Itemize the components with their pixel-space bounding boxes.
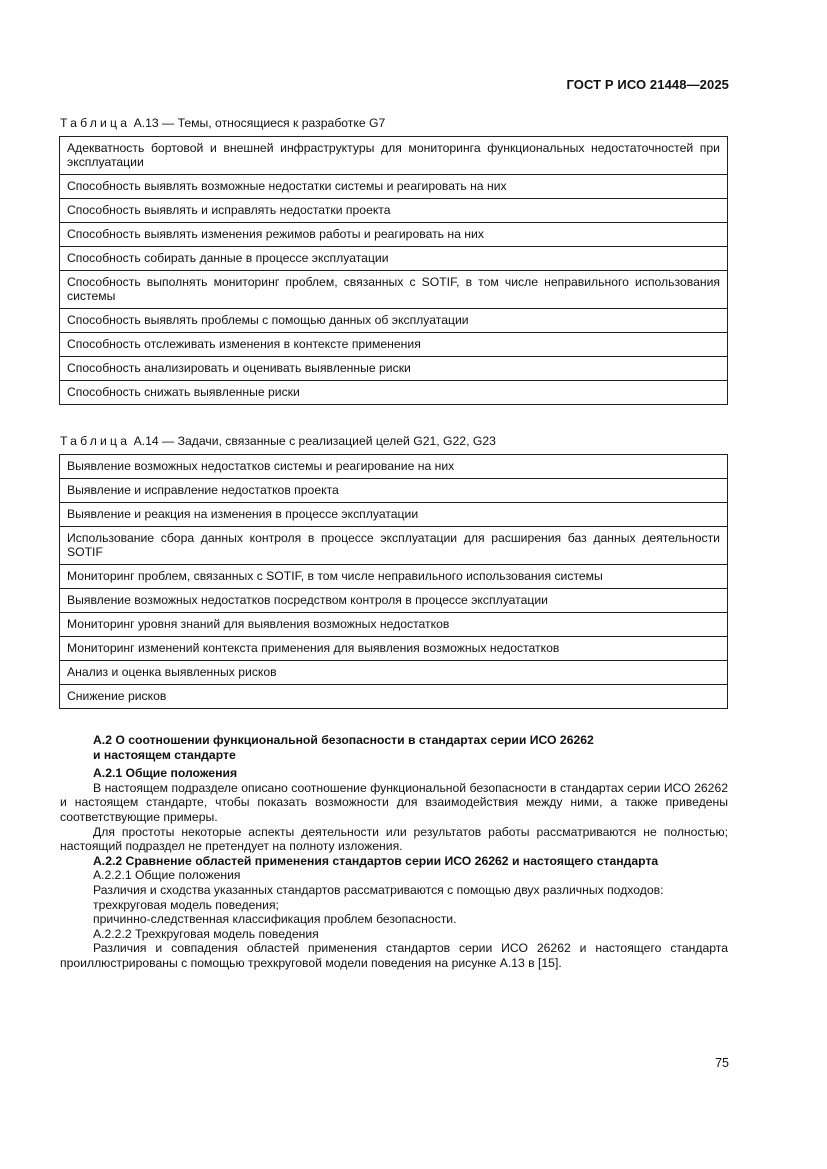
table-cell: Мониторинг изменений контекста применения для выявления возможных недостатков (60, 637, 728, 661)
table-cell: Способность выявлять изменения режимов работы и реагировать на них (60, 223, 728, 247)
table-row (60, 199, 728, 223)
table-row (60, 455, 728, 479)
table-cell: Способность выявлять проблемы с помощью данных об эксплуатации (60, 309, 728, 333)
table-a14-caption (60, 434, 496, 448)
section-a2-title-line1: А.2 О соотношении функциональной безопасности в стандартах серии ИСО 26262 (93, 733, 594, 747)
section-a21-paragraph-1: В настоящем подразделе описано соотношение функциональной безопасности в стандартах серии ИСО 26262 и настоящем стандарте, чтобы показать возможности для взаимодействия между ними, а также приведены соответствующие примеры. (60, 780, 728, 824)
section-a222-paragraph: Различия и совпадения областей применения стандартов серии ИСО 26262 и настоящего стандарта проиллюстрированы с помощью трехкруговой модели поведения на рисунке А.13 в [15]. (60, 941, 728, 970)
document-header: ГОСТ Р ИСО 21448—2025 (566, 77, 729, 92)
table-row (60, 333, 728, 357)
table-word: Таблица (60, 116, 131, 130)
table-row (60, 137, 728, 175)
section-a22-title: А.2.2 Сравнение областей применения стандартов серии ИСО 26262 и настоящего стандарта (93, 853, 659, 868)
list-item: трехкруговая модель поведения; (93, 897, 279, 912)
section-a2-title (60, 733, 728, 762)
section-a21-title: А.2.1 Общие положения (93, 766, 238, 781)
table-row (60, 637, 728, 661)
table-cell: Выявление и реакция на изменения в процессе эксплуатации (60, 503, 728, 527)
table-a14-caption-text: А.14 — Задачи, связанные с реализацией целей G21, G22, G23 (130, 434, 496, 448)
table-row (60, 381, 728, 405)
table-row (60, 685, 728, 709)
table-a13 (59, 136, 728, 405)
table-cell: Способность анализировать и оценивать выявленные риски (60, 357, 728, 381)
table-cell: Мониторинг уровня знаний для выявления возможных недостатков (60, 613, 728, 637)
section-a221-paragraph: Различия и сходства указанных стандартов рассматриваются с помощью двух различных подходов: (93, 882, 664, 897)
table-word: Таблица (60, 434, 131, 448)
table-row (60, 309, 728, 333)
table-a14 (59, 454, 728, 709)
section-a221-title: А.2.2.1 Общие положения (93, 868, 241, 883)
table-row (60, 661, 728, 685)
table-cell: Способность выявлять и исправлять недостатки проекта (60, 199, 728, 223)
list-item: причинно-следственная классификация проблем безопасности. (93, 912, 457, 927)
table-row (60, 357, 728, 381)
table-row (60, 527, 728, 565)
table-a13-caption-text: А.13 — Темы, относящиеся к разработке G7 (130, 116, 386, 130)
page-number: 75 (715, 1056, 729, 1070)
table-row (60, 247, 728, 271)
table-cell: Способность выполнять мониторинг проблем, связанных с SOTIF, в том числе неправильного использования системы (60, 271, 728, 309)
table-row (60, 589, 728, 613)
table-row (60, 479, 728, 503)
table-cell: Способность отслеживать изменения в контексте применения (60, 333, 728, 357)
table-row (60, 175, 728, 199)
table-cell: Анализ и оценка выявленных рисков (60, 661, 728, 685)
table-row (60, 613, 728, 637)
table-cell: Способность выявлять возможные недостатки системы и реагировать на них (60, 175, 728, 199)
table-row (60, 223, 728, 247)
table-cell: Использование сбора данных контроля в процессе эксплуатации для расширения баз данных деятельности SOTIF (60, 527, 728, 565)
table-cell: Выявление и исправление недостатков проекта (60, 479, 728, 503)
section-a222-title: А.2.2.2 Трехкруговая модель поведения (93, 926, 319, 941)
table-cell: Выявление возможных недостатков системы и реагирование на них (60, 455, 728, 479)
table-row (60, 503, 728, 527)
table-cell: Снижение рисков (60, 685, 728, 709)
table-a13-caption (60, 116, 385, 130)
table-row (60, 565, 728, 589)
section-a2-title-line2: и настоящем стандарте (93, 747, 236, 762)
section-a21-paragraph-2: Для простоты некоторые аспекты деятельности или результатов работы рассматриваются не полностью; настоящий подраздел не претендует на полноту изложения. (60, 824, 728, 854)
table-cell: Выявление возможных недостатков посредством контроля в процессе эксплуатации (60, 589, 728, 613)
table-cell: Способность снижать выявленные риски (60, 381, 728, 405)
table-cell: Способность собирать данные в процессе эксплуатации (60, 247, 728, 271)
table-row (60, 271, 728, 309)
table-cell: Адекватность бортовой и внешней инфраструктуры для мониторинга функциональных недостаточностей при эксплуатации (60, 137, 728, 175)
section-body (60, 733, 728, 971)
table-cell: Мониторинг проблем, связанных с SOTIF, в том числе неправильного использования системы (60, 565, 728, 589)
